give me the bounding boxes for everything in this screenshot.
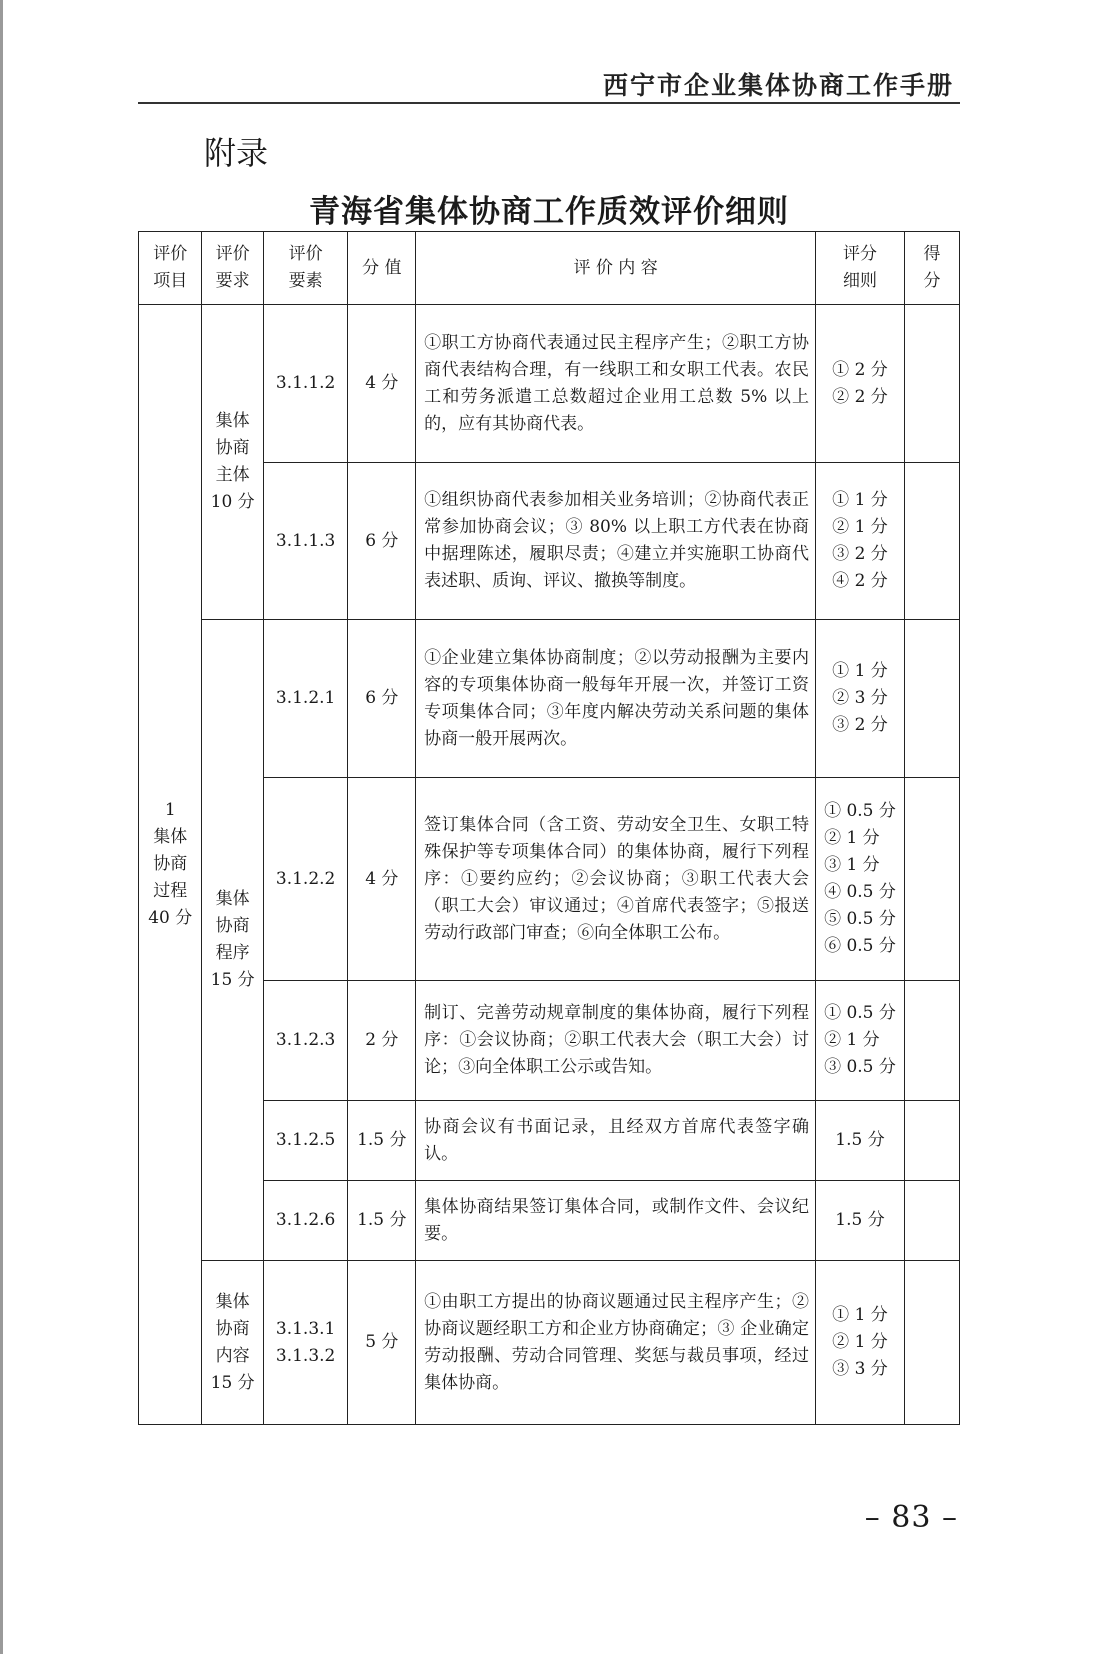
evaluation-content: ①组织协商代表参加相关业务培训；②协商代表正常参加协商会议；③ 80% 以上职工方代表在协商中据理陈述，履职尽责；④建立并实施职工协商代表述职、质询、评议、撤换等制度。 [416, 463, 816, 620]
header-requirement: 评价 要求 [202, 232, 263, 305]
score-detail: ① 1 分 ② 1 分 ③ 2 分 ④ 2 分 [816, 463, 905, 620]
appendix-label: 附录 [204, 134, 269, 172]
header-rule [138, 102, 960, 104]
element-code: 3.1.3.1 3.1.3.2 [263, 1261, 348, 1425]
obtained-score [904, 981, 959, 1101]
requirement-cell: 集体 协商 内容 15 分 [202, 1261, 263, 1425]
score-detail: ① 1 分 ② 1 分 ③ 3 分 [816, 1261, 905, 1425]
obtained-score [904, 778, 959, 981]
obtained-score [904, 463, 959, 620]
score-value: 4 分 [348, 305, 416, 463]
element-code: 3.1.2.5 [263, 1101, 348, 1181]
element-code: 3.1.1.2 [263, 305, 348, 463]
element-code: 3.1.2.2 [263, 778, 348, 981]
evaluation-content: ①企业建立集体协商制度；②以劳动报酬为主要内容的专项集体协商一般每年开展一次，并签订工资专项集体合同；③年度内解决劳动关系问题的集体协商一般开展两次。 [416, 620, 816, 778]
evaluation-table [138, 231, 960, 1425]
table-row [139, 1261, 960, 1425]
score-detail: ① 2 分 ② 2 分 [816, 305, 905, 463]
obtained-score [904, 1261, 959, 1425]
header-element: 评价 要素 [263, 232, 348, 305]
header-item: 评价 项目 [139, 232, 202, 305]
header-content: 评 价 内 容 [416, 232, 816, 305]
score-value: 5 分 [348, 1261, 416, 1425]
header-got: 得 分 [904, 232, 959, 305]
evaluation-content: 集体协商结果签订集体合同，或制作文件、会议纪要。 [416, 1181, 816, 1261]
score-detail: ① 0.5 分 ② 1 分 ③ 0.5 分 [816, 981, 905, 1101]
score-detail: 1.5 分 [816, 1181, 905, 1261]
header-detail: 评分 细则 [816, 232, 905, 305]
requirement-cell: 集体 协商 程序 15 分 [202, 620, 263, 1261]
page-number: – 83 – [864, 1500, 958, 1535]
score-value: 6 分 [348, 620, 416, 778]
table-row [139, 620, 960, 778]
score-value: 4 分 [348, 778, 416, 981]
table-header-row [139, 232, 960, 305]
score-detail: 1.5 分 [816, 1101, 905, 1181]
obtained-score [904, 1181, 959, 1261]
score-detail: ① 0.5 分 ② 1 分 ③ 1 分 ④ 0.5 分 ⑤ 0.5 分 ⑥ 0.5 分 [816, 778, 905, 981]
obtained-score [904, 620, 959, 778]
score-value: 1.5 分 [348, 1101, 416, 1181]
score-value: 2 分 [348, 981, 416, 1101]
evaluation-content: 制订、完善劳动规章制度的集体协商，履行下列程序：①会议协商；②职工代表大会（职工大会）讨论；③向全体职工公示或告知。 [416, 981, 816, 1101]
obtained-score [904, 1101, 959, 1181]
evaluation-content: 签订集体合同（含工资、劳动安全卫生、女职工特殊保护等专项集体合同）的集体协商，履行下列程序：①要约应约；②会议协商；③职工代表大会（职工大会）审议通过；④首席代表签字；⑤报送劳动行政部门审查；⑥向全体职工公布。 [416, 778, 816, 981]
score-value: 1.5 分 [348, 1181, 416, 1261]
running-header: 西宁市企业集体协商工作手册 [602, 71, 954, 100]
obtained-score [904, 305, 959, 463]
page-edge [0, 0, 3, 1654]
score-value: 6 分 [348, 463, 416, 620]
element-code: 3.1.2.6 [263, 1181, 348, 1261]
header-score: 分 值 [348, 232, 416, 305]
element-code: 3.1.1.3 [263, 463, 348, 620]
evaluation-content: 协商会议有书面记录，且经双方首席代表签字确认。 [416, 1101, 816, 1181]
table-row [139, 305, 960, 463]
evaluation-content: ①由职工方提出的协商议题通过民主程序产生；②协商议题经职工方和企业方协商确定；③ 企业确定劳动报酬、劳动合同管理、奖惩与裁员事项，经过集体协商。 [416, 1261, 816, 1425]
element-code: 3.1.2.3 [263, 981, 348, 1101]
element-code: 3.1.2.1 [263, 620, 348, 778]
document-title: 青海省集体协商工作质效评价细则 [309, 194, 789, 230]
score-detail: ① 1 分 ② 3 分 ③ 2 分 [816, 620, 905, 778]
project-cell: 1 集体 协商 过程 40 分 [139, 305, 202, 1425]
requirement-cell: 集体 协商 主体 10 分 [202, 305, 263, 620]
evaluation-content: ①职工方协商代表通过民主程序产生；②职工方协商代表结构合理，有一线职工和女职工代表。农民工和劳务派遣工总数超过企业用工总数 5% 以上的，应有其协商代表。 [416, 305, 816, 463]
